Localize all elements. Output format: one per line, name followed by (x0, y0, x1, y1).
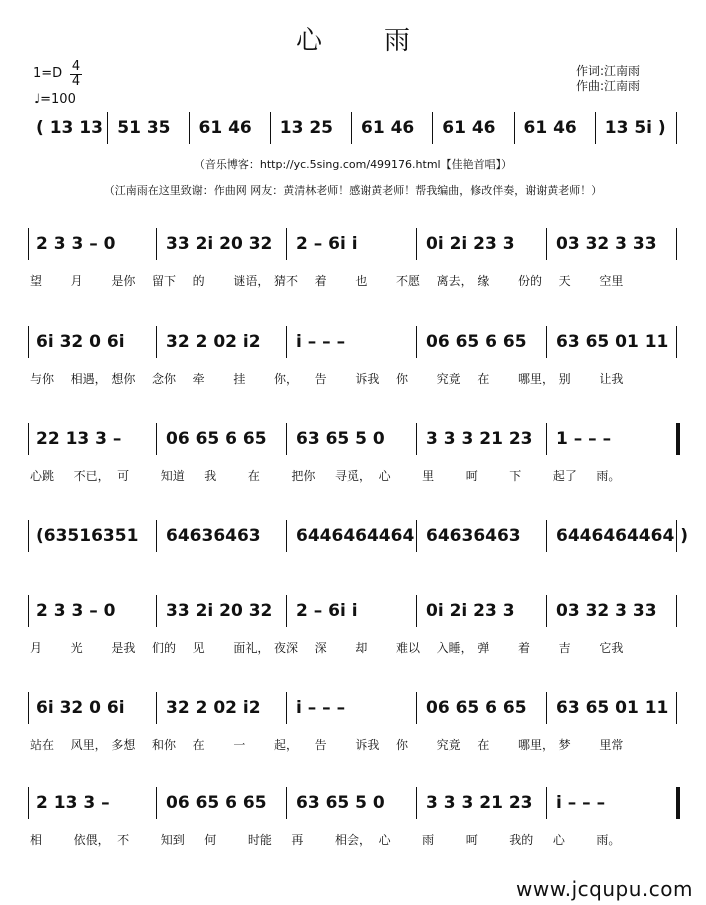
measure: 63 65 5 0 (296, 429, 385, 449)
barline (416, 787, 417, 819)
lyric-word: 雨。 (596, 469, 621, 483)
footer-watermark: www.jcqupu.com (516, 877, 693, 901)
blog-line: （音乐博客：http://yc.5sing.com/499176.html【佳艳首唱】） (193, 158, 513, 171)
barline (514, 112, 515, 144)
lyric-word: 弹 (477, 641, 490, 655)
lyric-word: 念你 (152, 372, 177, 386)
lyric-word: 相 (30, 833, 43, 847)
barline (546, 520, 547, 552)
lyric-word: 在 (477, 372, 490, 386)
lyric-word: 离去， (436, 274, 473, 288)
measure: 32 2 02 i2 (166, 698, 261, 718)
lyric-word: 心 (378, 833, 391, 847)
lyric-word: 寻觅， (335, 469, 372, 483)
lyric-word: 难以 (396, 641, 421, 655)
barline (286, 787, 287, 819)
lyric-word: 光 (70, 641, 83, 655)
lyric-line (30, 831, 680, 849)
lyric-word: 你 (396, 372, 409, 386)
lyric-word: 里 (422, 469, 435, 483)
barline (156, 423, 157, 455)
measure: 61 46 (198, 118, 252, 138)
lyric-word: 入睡， (436, 641, 473, 655)
measure: 6446464464 ) (556, 526, 688, 546)
end-barline (676, 692, 677, 724)
measure: 63 65 01 11 (556, 698, 669, 718)
barline (28, 228, 29, 260)
measure: i – – – (296, 332, 346, 352)
barline (595, 112, 596, 144)
lyric-word: 的 (192, 274, 205, 288)
lyric-word: 不 (117, 833, 130, 847)
score-row (28, 425, 680, 453)
score-row (28, 328, 680, 356)
key-signature: 1=D (33, 66, 63, 81)
lyric-word: 心 (552, 833, 565, 847)
lyric-word: 依偎， (73, 833, 110, 847)
lyric-word: 月 (70, 274, 83, 288)
measure: 2 3 3 – 0 (36, 601, 116, 621)
lyric-word: 哪里， (518, 372, 555, 386)
composer: 作曲:江南雨 (576, 79, 641, 93)
barline (546, 787, 547, 819)
barline (156, 692, 157, 724)
barline (189, 112, 190, 144)
lyric-word: 着 (518, 641, 531, 655)
measure: 06 65 6 65 (426, 698, 527, 718)
lyric-word: 时能 (247, 833, 272, 847)
barline (28, 595, 29, 627)
measure: 1 – – – (556, 429, 612, 449)
end-barline (676, 787, 680, 819)
measure: 32 2 02 i2 (166, 332, 261, 352)
lyric-word: 吉 (558, 641, 571, 655)
measure: 64636463 (426, 526, 521, 546)
lyric-word: 究竟 (436, 738, 461, 752)
barline (286, 423, 287, 455)
lyric-word: 在 (192, 738, 205, 752)
lyric-word: 风里， (70, 738, 107, 752)
lyric-word: 告 (314, 738, 327, 752)
lyric-word: 相遇， (70, 372, 107, 386)
barline (156, 228, 157, 260)
barline (107, 112, 108, 144)
measure: 33 2i 20 32 (166, 601, 273, 621)
barline (416, 423, 417, 455)
lyric-word: 心跳 (30, 469, 55, 483)
measure: 33 2i 20 32 (166, 234, 273, 254)
lyric-word: 是我 (111, 641, 136, 655)
measure: 61 46 (523, 118, 577, 138)
lyric-word: 谜语， (233, 274, 270, 288)
barline (286, 595, 287, 627)
time-signature (70, 60, 82, 89)
end-barline (676, 326, 677, 358)
lyric-word: 我的 (509, 833, 534, 847)
measure: 6i 32 0 6i (36, 698, 125, 718)
barline (546, 692, 547, 724)
lyric-word: 在 (477, 738, 490, 752)
barline (286, 228, 287, 260)
measure: 64636463 (166, 526, 261, 546)
quarter-note-icon: ♩ (34, 92, 41, 107)
lyric-word: 月 (30, 641, 43, 655)
lyric-word: 相会， (335, 833, 372, 847)
tempo-value: =100 (40, 92, 76, 107)
lyric-word: 是你 (111, 274, 136, 288)
barline (156, 520, 157, 552)
measure: 13 5i ) (604, 118, 666, 138)
lyric-word: 知道 (160, 469, 185, 483)
lyric-word: 想你 (111, 372, 136, 386)
tempo-marking (34, 92, 76, 107)
end-barline (676, 112, 677, 144)
lyric-word: 多想 (111, 738, 136, 752)
lyric-word: 呵 (465, 833, 478, 847)
lyric-word: 我 (204, 469, 217, 483)
barline (416, 595, 417, 627)
lyric-line (30, 639, 680, 657)
barline (416, 520, 417, 552)
measure: 2 13 3 – (36, 793, 110, 813)
lyric-word: 缘 (477, 274, 490, 288)
lyric-word: 究竟 (436, 372, 461, 386)
lyric-word: 也 (355, 274, 368, 288)
barline (546, 326, 547, 358)
barline (270, 112, 271, 144)
lyric-word: 在 (247, 469, 260, 483)
barline (416, 326, 417, 358)
measure: 0i 2i 23 3 (426, 601, 515, 621)
barline (546, 228, 547, 260)
lyric-line (30, 370, 680, 388)
lyric-word: 哪里， (518, 738, 555, 752)
measure: 6i 32 0 6i (36, 332, 125, 352)
barline (28, 423, 29, 455)
lyric-word: 份的 (518, 274, 543, 288)
measure: i – – – (296, 698, 346, 718)
measure: (63516351 (36, 526, 139, 546)
lyric-word: 何 (204, 833, 217, 847)
lyric-word: 诉我 (355, 372, 380, 386)
lyric-word: 你， (274, 372, 299, 386)
barline (156, 787, 157, 819)
lyric-word: 猜不 (274, 274, 299, 288)
barline (416, 692, 417, 724)
lyric-word: 着 (314, 274, 327, 288)
time-sig-top: 4 (71, 59, 81, 74)
lyric-word: 它我 (599, 641, 624, 655)
measure: 3 3 3 21 23 (426, 429, 533, 449)
song-title: 心雨 (295, 26, 472, 56)
lyric-word: 牵 (192, 372, 205, 386)
barline (156, 326, 157, 358)
measure: 2 – 6i i (296, 234, 358, 254)
score-row (28, 230, 680, 258)
measure: 06 65 6 65 (166, 429, 267, 449)
measure: 61 46 (442, 118, 496, 138)
lyric-word: 深 (314, 641, 327, 655)
lyric-word: 别 (558, 372, 571, 386)
score-row (28, 522, 688, 550)
score-row (28, 597, 680, 625)
measure: 63 65 5 0 (296, 793, 385, 813)
lyric-word: 望 (30, 274, 43, 288)
lyric-word: 再 (291, 833, 304, 847)
measure: ( 13 13 (36, 118, 103, 138)
time-sig-bottom: 4 (71, 74, 81, 89)
score-row (28, 694, 680, 722)
measure: 03 32 3 33 (556, 601, 657, 621)
measure: 2 3 3 – 0 (36, 234, 116, 254)
lyric-word: 告 (314, 372, 327, 386)
lyric-line (30, 736, 680, 754)
lyric-word: 让我 (599, 372, 624, 386)
measure: 3 3 3 21 23 (426, 793, 533, 813)
barline (28, 692, 29, 724)
measure: 0i 2i 23 3 (426, 234, 515, 254)
lyric-word: 空里 (599, 274, 624, 288)
lyric-word: 站在 (30, 738, 55, 752)
measure: 51 35 (117, 118, 171, 138)
thanks-line: （江南雨在这里致谢：作曲网 网友：黄清林老师！感谢黄老师！帮我编曲，修改伴奏，谢谢黄老师！） (103, 184, 603, 197)
end-barline (676, 520, 677, 552)
end-barline (676, 423, 680, 455)
lyric-word: 留下 (152, 274, 177, 288)
lyric-line (30, 467, 680, 485)
lyric-word: 诉我 (355, 738, 380, 752)
lyric-word: 与你 (30, 372, 55, 386)
barline (28, 520, 29, 552)
lyric-word: 却 (355, 641, 368, 655)
measure: 03 32 3 33 (556, 234, 657, 254)
measure: 63 65 01 11 (556, 332, 669, 352)
lyric-word: 里常 (599, 738, 624, 752)
score-row (28, 114, 680, 142)
lyric-word: 起， (274, 738, 299, 752)
lyric-word: 下 (509, 469, 522, 483)
barline (286, 520, 287, 552)
lyric-word: 不已， (73, 469, 110, 483)
lyric-word: 面礼， (233, 641, 270, 655)
lyric-word: 和你 (152, 738, 177, 752)
score-row (28, 789, 680, 817)
lyric-word: 见 (192, 641, 205, 655)
lyric-word: 挂 (233, 372, 246, 386)
barline (546, 595, 547, 627)
barline (286, 692, 287, 724)
lyric-word: 梦 (558, 738, 571, 752)
lyric-word: 雨。 (596, 833, 621, 847)
measure: 22 13 3 – (36, 429, 122, 449)
lyric-word: 一 (233, 738, 246, 752)
measure: 61 46 (361, 118, 415, 138)
lyric-word: 不愿 (396, 274, 421, 288)
lyric-word: 们的 (152, 641, 177, 655)
measure: 06 65 6 65 (426, 332, 527, 352)
measure: 13 25 (279, 118, 333, 138)
lyric-word: 天 (558, 274, 571, 288)
barline (416, 228, 417, 260)
barline (351, 112, 352, 144)
lyric-word: 可 (117, 469, 130, 483)
barline (286, 326, 287, 358)
barline (28, 787, 29, 819)
lyric-word: 雨 (422, 833, 435, 847)
lyric-line (30, 272, 680, 290)
lyric-word: 你 (396, 738, 409, 752)
end-barline (676, 228, 677, 260)
lyric-word: 把你 (291, 469, 316, 483)
measure: i – – – (556, 793, 606, 813)
lyric-word: 知到 (160, 833, 185, 847)
lyric-word: 心 (378, 469, 391, 483)
lyric-word: 夜深 (274, 641, 299, 655)
measure: 6446464464 (296, 526, 415, 546)
lyric-word: 呵 (465, 469, 478, 483)
barline (156, 595, 157, 627)
barline (432, 112, 433, 144)
measure: 06 65 6 65 (166, 793, 267, 813)
lyricist: 作词:江南雨 (576, 64, 641, 78)
end-barline (676, 595, 677, 627)
barline (28, 326, 29, 358)
barline (546, 423, 547, 455)
measure: 2 – 6i i (296, 601, 358, 621)
lyric-word: 起了 (552, 469, 577, 483)
credits (576, 64, 640, 94)
